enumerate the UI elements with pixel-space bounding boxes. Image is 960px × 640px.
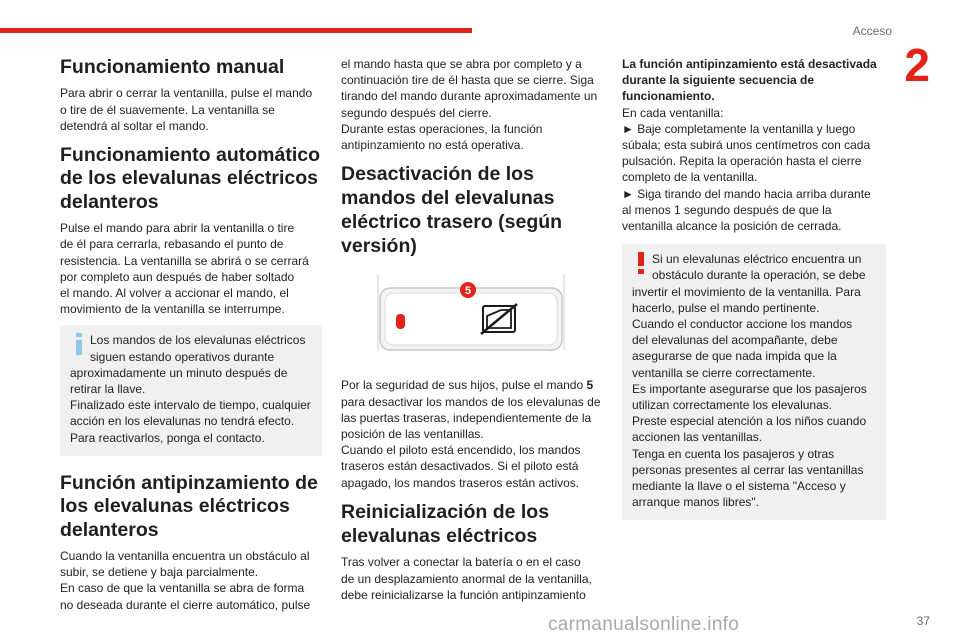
column-1 xyxy=(60,56,322,613)
header-accent-bar xyxy=(0,28,472,33)
rear-window-lock-figure xyxy=(341,272,603,358)
chapter-number: 2 xyxy=(904,39,930,91)
info-box xyxy=(60,325,322,455)
info-icon xyxy=(70,333,88,355)
paragraph-reset: Tras volver a conectar la batería o en el caso de un desplazamiento anormal de la ventanilla, debe reinicializarse la función antipinzamiento xyxy=(341,555,592,602)
antipinch-disabled-note: La función antipinzamiento está desactivada durante la siguiente secuencia de funcionamiento. xyxy=(622,57,877,104)
figure-callout-label: 5 xyxy=(464,285,472,298)
info-text-rest: aproximadamente un minuto después de retirar la llave. Finalizado este intervalo de tiempo, cualquier acción en los elevalunas no tendrá efecto. Para reactivarlos, ponga el contacto. xyxy=(70,365,311,445)
paragraph-manual: Para abrir o cerrar la ventanilla, pulse el mando o tire de él suavemente. La ventanilla se detendrá al soltar el mando. xyxy=(60,86,313,133)
paragraph-automatic: Pulse el mando para abrir la ventanilla o tire de él para cerrarla, rebasando el punto de resistencia. La ventanilla se abrirá o se cerrará por completo aun después de haber soltado el mando. Al volver a accionar el mando, el movimiento de la ventanilla se interrumpe. xyxy=(60,221,309,317)
paragraph-antipinch: Cuando la ventanilla encuentra un obstáculo al subir, se detiene y baja parcialmente. En caso de que la ventanilla se abra de forma no deseada durante el cierre automático, pulse xyxy=(60,548,311,612)
watermark: carmanualsonline.info xyxy=(548,614,740,635)
heading-antipinch: Función antipinzamiento de los elevalunas eléctricos delanteros xyxy=(60,471,318,541)
paragraph-reset-steps: En cada ventanilla: ► Baje completamente la ventanilla y luego súbala; esta subirá unos centímetros con cada pulsación. Repita la operación hasta el cierre completo de la ventanilla. ► Siga tirando del mando hacia arriba durante al menos 1 segundo después de que la ventanilla alcance la posición de cerrada. xyxy=(622,105,871,234)
heading-reset: Reinicialización de los elevalunas eléctricos xyxy=(341,500,550,547)
warning-text-first: Si un elevalunas eléctrico encuentra un obstáculo durante la operación, se debe xyxy=(652,252,866,283)
deactivation-text-c: para desactivar los mandos de los elevalunas de las puertas traseras, independientemente de la posición de las ventanillas. Cuando el piloto está encendido, los mandos traseros están desactivados. Si el piloto está apagado, los mandos traseros están activos. xyxy=(341,394,601,490)
deactivation-text-a: Por la seguridad de sus hijos, pulse el mando xyxy=(341,378,587,393)
info-text-first: Los mandos de los elevalunas eléctricos siguen estando operativos durante xyxy=(90,333,306,364)
window-lock-icon xyxy=(481,304,517,334)
led-indicator xyxy=(396,314,405,329)
heading-automatic: Funcionamiento automático de los elevalunas eléctricos delanteros xyxy=(60,144,321,213)
deactivation-control-ref: 5 xyxy=(586,378,594,393)
page-number: 37 xyxy=(916,614,930,628)
warning-box xyxy=(622,244,886,520)
warning-text-rest: invertir el movimiento de la ventanilla. Para hacerlo, pulse el mando pertinente. Cuando el conductor accione los mandos del elevalunas del acompañante, debe asegurarse de que nada impida que la ventanilla se cierre correctamente. Es importante asegurarse que los pasajeros utilizan correctamente los elevalunas. Preste especial atención a los niños cuando accionen las ventanillas. Tenga en cuenta los pasajeros y otras personas presentes al cerrar las ventanillas mediante la llave o el sistema "Acceso y arranque manos libres". xyxy=(632,284,867,510)
paragraph-continued: el mando hasta que se abra por completo y a continuación tire de él hasta que se cierre. Siga tirando del mando durante aproximadamente un segundo después del cierre. Durante estas operaciones, la función antipinzamiento no está operativa. xyxy=(341,57,598,153)
heading-manual: Funcionamiento manual xyxy=(60,56,285,78)
paragraph-deactivation xyxy=(341,377,603,490)
column-2 xyxy=(341,56,603,603)
section-title: Acceso xyxy=(852,24,892,38)
heading-deactivation: Desactivación de los mandos del elevalunas eléctrico trasero (según versión) xyxy=(341,163,563,257)
warning-icon xyxy=(632,252,650,274)
column-3 xyxy=(622,56,886,536)
